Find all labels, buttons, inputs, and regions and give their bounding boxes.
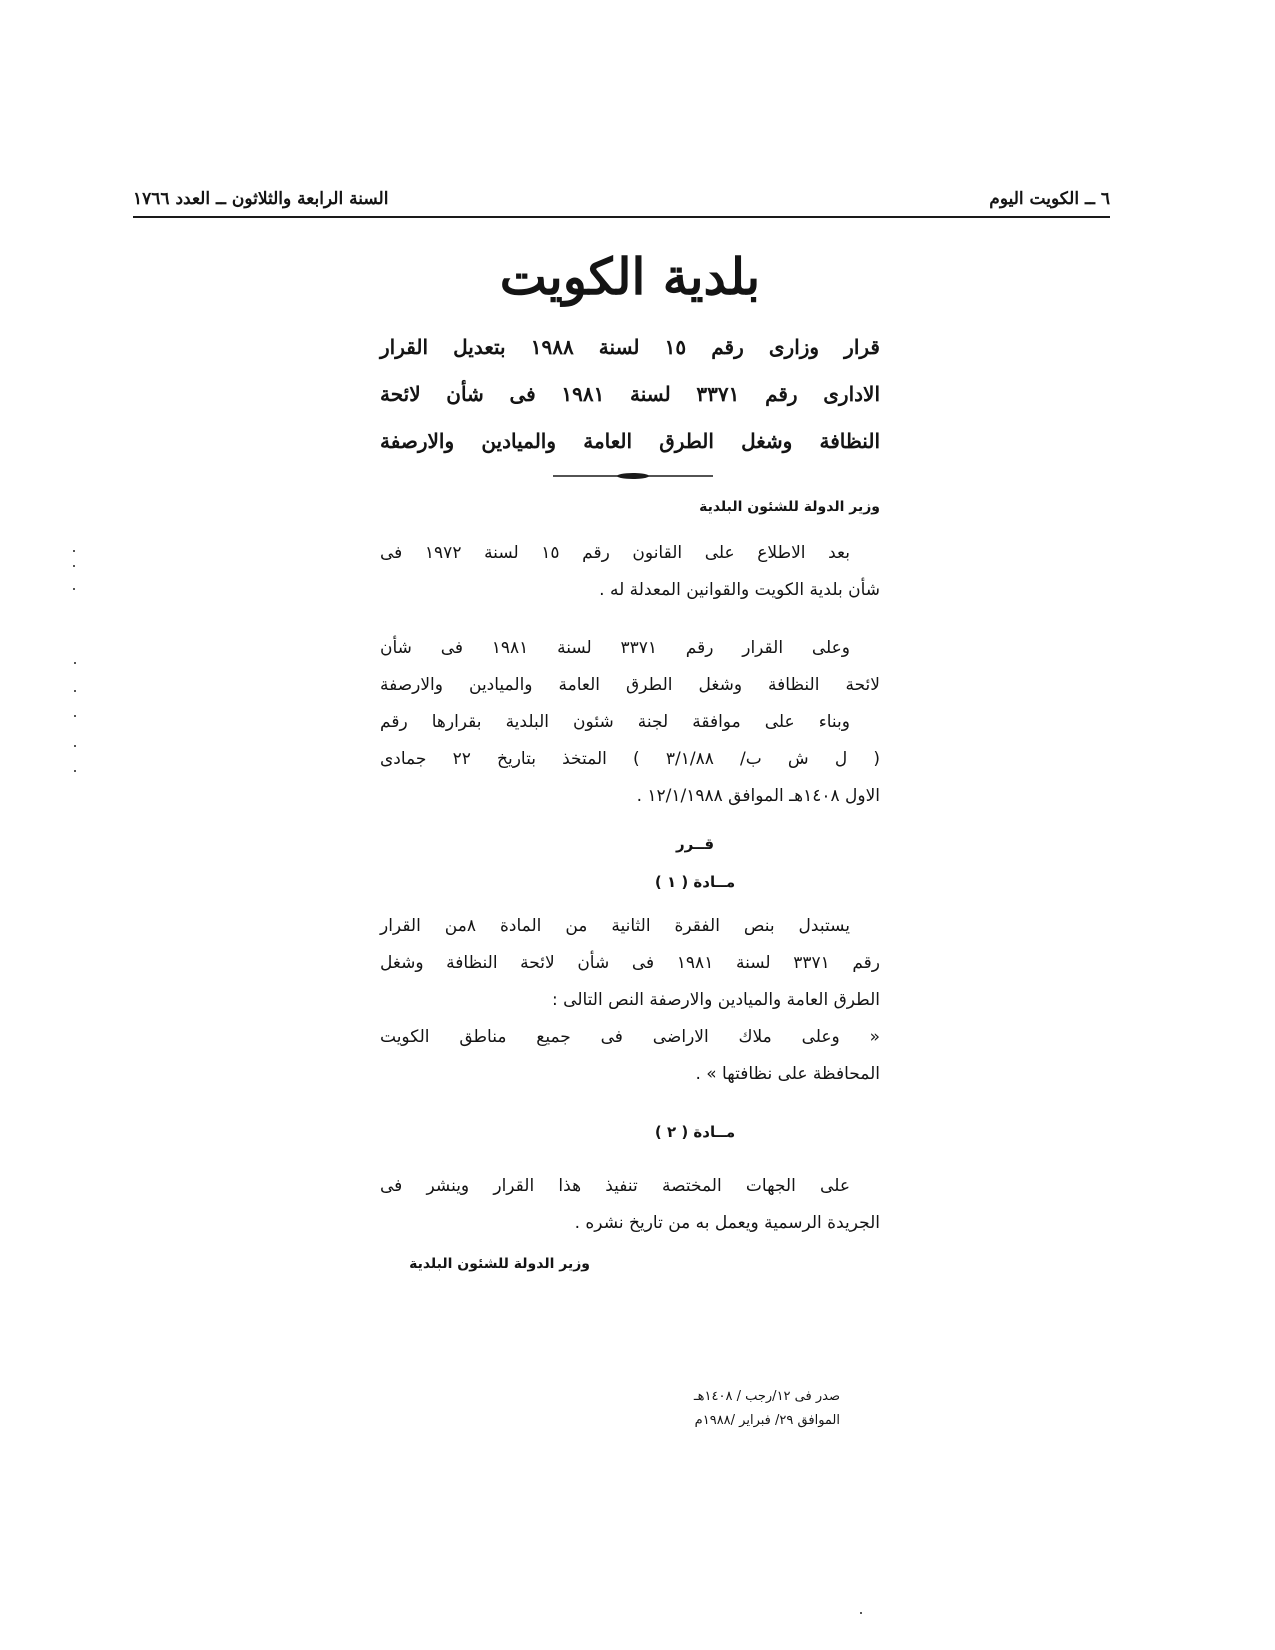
scan-speck: [73, 588, 75, 590]
preamble-line: الاول ١٤٠٨هـ الموافق ١٢/١/١٩٨٨ .: [636, 786, 880, 806]
article-line: رقم ٣٣٧١ لسنة ١٩٨١ فى شأن لائحة النظافة وشغل: [380, 953, 880, 973]
scan-speck: [74, 715, 76, 717]
article-line: الطرق العامة والميادين والارصفة النص التالى :: [552, 990, 880, 1010]
scan-speck: [73, 550, 75, 552]
article-2-body: [380, 1168, 880, 1242]
issued-hijri-date: صدر فى ١٢/رجب / ١٤٠٨هـ: [693, 1389, 840, 1404]
preamble-line: بعد الاطلاع على القانون رقم ١٥ لسنة ١٩٧٢ فى: [380, 543, 850, 563]
ornament-divider: [553, 470, 713, 482]
title-line-2: الادارى رقم ٣٣٧١ لسنة ١٩٨١ فى شأن لائحة: [380, 382, 881, 406]
article-line: الجريدة الرسمية ويعمل به من تاريخ نشره .: [574, 1213, 880, 1233]
preamble-paragraph-1: [380, 535, 880, 609]
issued-date-block: [600, 1385, 840, 1433]
header-page-title: ٦ ــ الكويت اليوم: [989, 189, 1110, 209]
article-line: على الجهات المختصة تنفيذ هذا القرار وينشر فى: [380, 1176, 850, 1196]
scan-speck: [73, 565, 75, 567]
article-1-label: مــادة ( ١ ): [654, 873, 736, 891]
article-line: المحافظة على نظافتها » .: [695, 1064, 880, 1084]
scan-speck: [74, 770, 76, 772]
article-line: يستبدل بنص الفقرة الثانية من المادة ٨من القرار: [380, 916, 850, 936]
scan-speck: [74, 690, 76, 692]
masthead-title: بلدية الكويت: [499, 247, 761, 306]
scan-speck: [74, 662, 76, 664]
preamble-line: شأن بلدية الكويت والقوانين المعدلة له .: [599, 580, 880, 600]
signature-block: وزير الدولة للشئون البلدية: [409, 1256, 590, 1272]
issuer-label: وزير الدولة للشئون البلدية: [699, 499, 880, 515]
article-line: « وعلى ملاك الاراضى فى جميع مناطق الكويت: [380, 1027, 880, 1047]
preamble-line: ( ل ش ب/ ٣/١/٨٨ ) المتخذ بتاريخ ٢٢ جمادى: [380, 749, 880, 769]
preamble-line: وعلى القرار رقم ٣٣٧١ لسنة ١٩٨١ فى شأن: [380, 638, 850, 658]
preamble-paragraph-2: [380, 630, 880, 815]
scan-speck: [74, 745, 76, 747]
header-issue-info: السنة الرابعة والثلاثون ــ العدد ١٧٦٦: [133, 189, 389, 209]
title-line-1: قرار وزارى رقم ١٥ لسنة ١٩٨٨ بتعديل القرار: [380, 335, 880, 359]
preamble-line: وبناء على موافقة لجنة شئون البلدية بقرارها رقم: [380, 712, 850, 732]
decision-title: [380, 324, 880, 465]
decree-label: قــرر: [675, 835, 715, 853]
scan-speck: [860, 1612, 862, 1614]
running-header: [133, 184, 1110, 214]
header-rule: [133, 216, 1110, 218]
article-1-body: [380, 908, 880, 1093]
issued-gregorian-date: الموافق ٢٩/ فبراير /١٩٨٨م: [694, 1413, 840, 1428]
preamble-line: لائحة النظافة وشغل الطرق العامة والميادين والارصفة: [380, 675, 880, 695]
title-line-3: النظافة وشغل الطرق العامة والميادين والارصفة: [380, 429, 880, 453]
article-2-label: مــادة ( ٢ ): [654, 1123, 736, 1141]
